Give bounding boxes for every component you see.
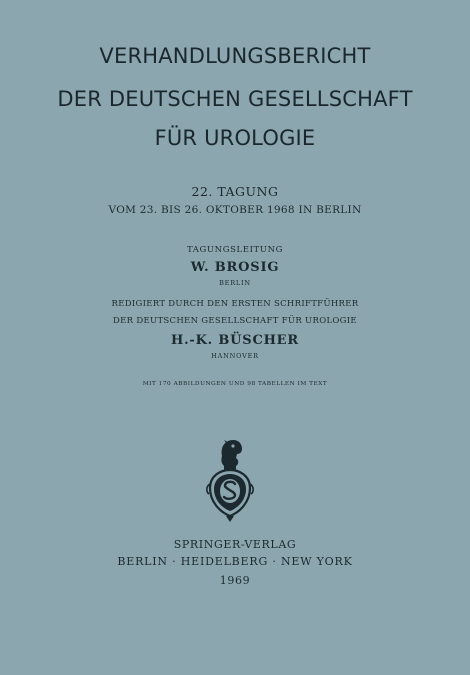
- editor-label-line-1: REDIGIERT DURCH DEN ERSTEN SCHRIFTFÜHRER: [111, 299, 359, 309]
- title-line-1: VERHANDLUNGSBERICHT: [99, 44, 371, 68]
- editor-name: H.-K. BÜSCHER: [170, 333, 299, 348]
- figures-note: MIT 170 ABBILDUNGEN UND 98 TABELLEN IM TEXT: [142, 381, 328, 387]
- title-line-2: DER DEUTSCHEN GESELLSCHAFT: [57, 87, 413, 111]
- session-dates: VOM 23. BIS 26. OKTOBER 1968 IN BERLIN: [108, 204, 362, 216]
- title-line-3: FÜR UROLOGIE: [154, 126, 316, 150]
- publisher-places: BERLIN · HEIDELBERG · NEW YORK: [117, 555, 353, 568]
- editor-city: HANNOVER: [211, 352, 259, 360]
- conference-lead-label: TAGUNGSLEITUNG: [186, 245, 283, 255]
- publication-year: 1969: [219, 574, 251, 587]
- springer-knight-logo-icon: [206, 436, 254, 522]
- publisher-name: SPRINGER-VERLAG: [173, 538, 297, 551]
- conference-lead-name: W. BROSIG: [190, 260, 280, 275]
- session-number: 22. TAGUNG: [191, 184, 279, 199]
- conference-lead-city: BERLIN: [219, 279, 251, 287]
- editor-label-line-2: DER DEUTSCHEN GESELLSCHAFT FÜR UROLOGIE: [113, 316, 357, 326]
